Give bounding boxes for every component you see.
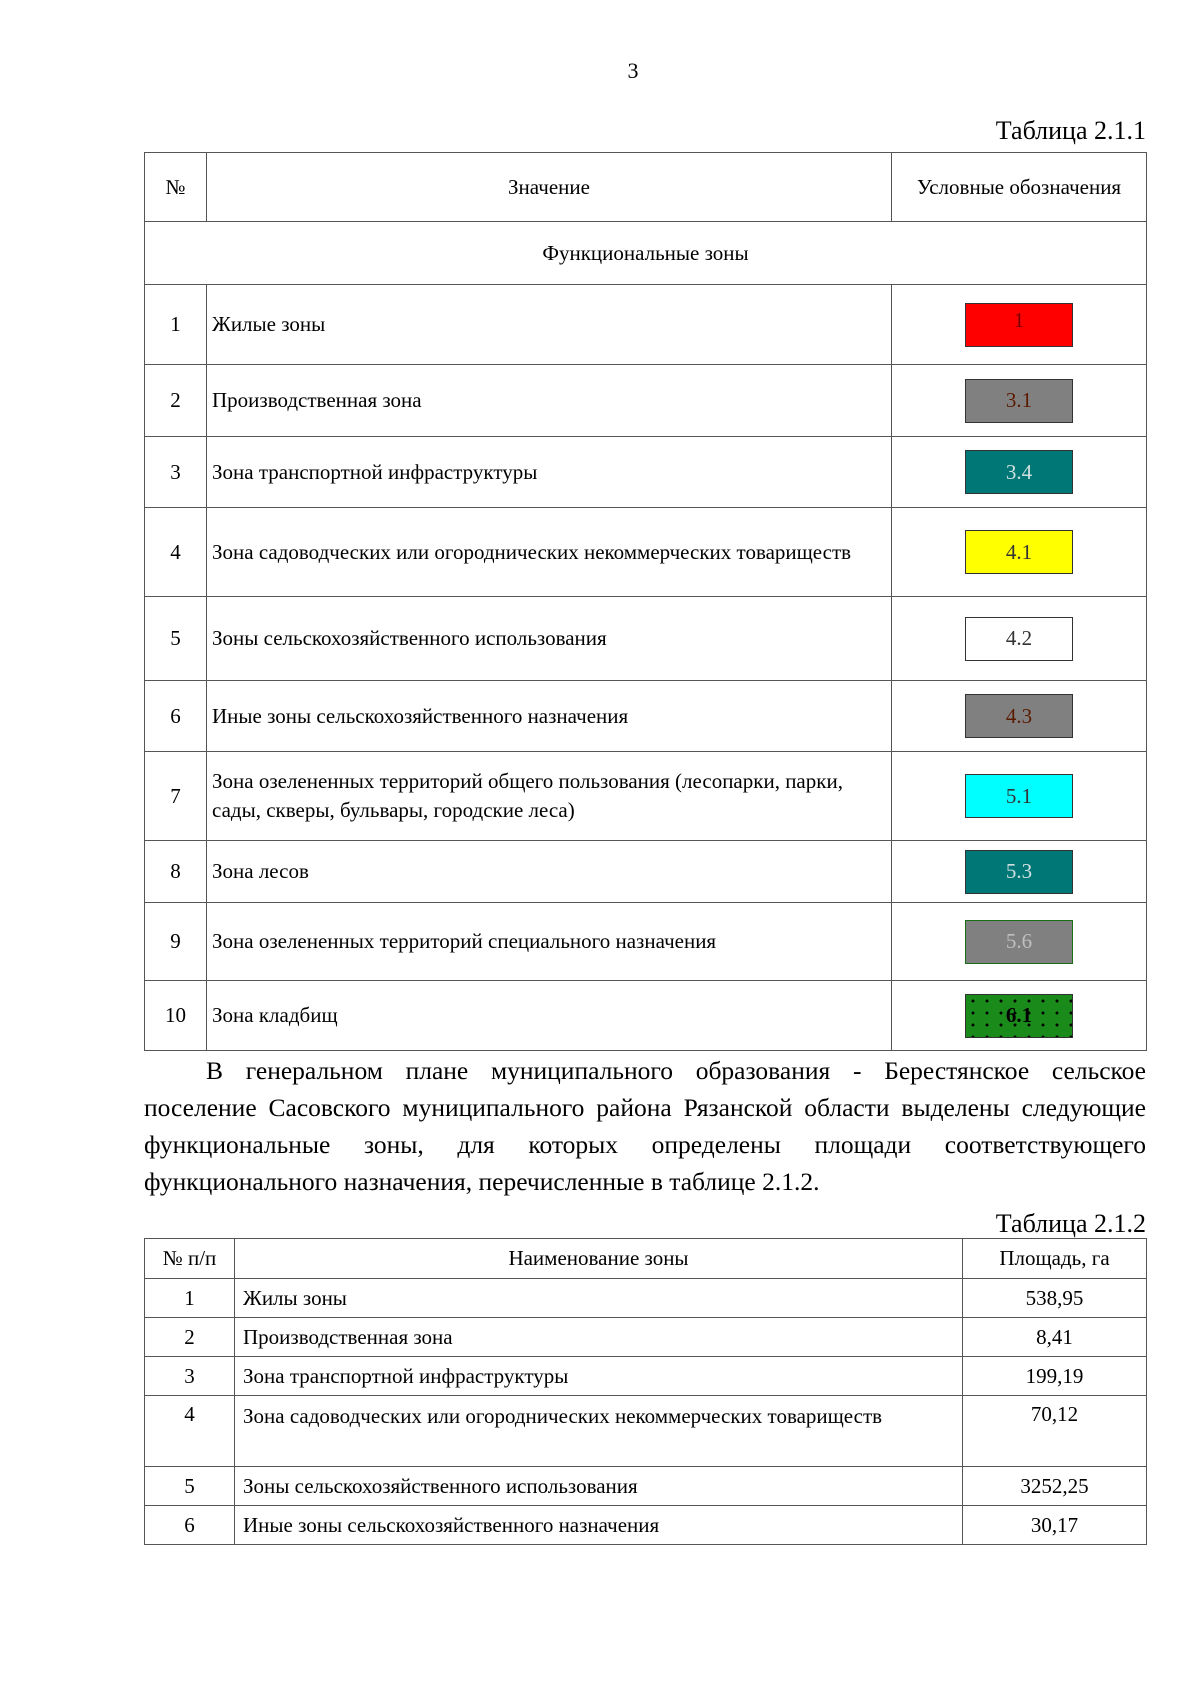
table-row <box>145 508 1147 597</box>
zone-area: 199,19 <box>963 1357 1147 1396</box>
legend-swatch: 6.1 <box>965 994 1073 1038</box>
zone-name: Зона кладбищ <box>207 981 892 1051</box>
row-number: 3 <box>145 1357 235 1396</box>
table1-header-num: № <box>145 153 207 222</box>
zone-name: Жилые зоны <box>207 285 892 365</box>
row-number: 7 <box>145 752 207 841</box>
functional-zones-legend-table <box>144 152 1147 1051</box>
table1-section-row <box>145 222 1147 285</box>
legend-swatch: 4.2 <box>965 617 1073 661</box>
row-number: 1 <box>145 285 207 365</box>
table-row <box>145 365 1147 437</box>
legend-cell <box>892 981 1147 1051</box>
zone-name: Зона озелененных территорий специального назначения <box>207 903 892 981</box>
zone-area: 3252,25 <box>963 1467 1147 1506</box>
table-row <box>145 597 1147 681</box>
legend-swatch: 4.3 <box>965 694 1073 738</box>
table-row <box>145 1396 1147 1467</box>
zone-area: 30,17 <box>963 1506 1147 1545</box>
row-number: 4 <box>145 1396 235 1467</box>
legend-swatch: 4.1 <box>965 530 1073 574</box>
table-row <box>145 1279 1147 1318</box>
zone-name: Зона транспортной инфраструктуры <box>235 1357 963 1396</box>
table-row <box>145 841 1147 903</box>
zone-area: 8,41 <box>963 1318 1147 1357</box>
zone-name: Зоны сельскохозяйственного использования <box>235 1467 963 1506</box>
legend-swatch: 5.6 <box>965 920 1073 964</box>
row-number: 6 <box>145 1506 235 1545</box>
row-number: 3 <box>145 437 207 508</box>
table1-header-row <box>145 153 1147 222</box>
legend-cell <box>892 752 1147 841</box>
zone-name: Зона садоводческих или огороднических некоммерческих товариществ <box>207 508 892 597</box>
table2-header-row <box>145 1239 1147 1279</box>
table1-header-legend: Условные обозначения <box>892 153 1147 222</box>
row-number: 4 <box>145 508 207 597</box>
table-row <box>145 681 1147 752</box>
legend-cell <box>892 681 1147 752</box>
row-number: 5 <box>145 597 207 681</box>
zone-name: Жилы зоны <box>235 1279 963 1318</box>
table1-caption: Таблица 2.1.1 <box>995 116 1146 145</box>
row-number: 8 <box>145 841 207 903</box>
table-row <box>145 981 1147 1051</box>
row-number: 9 <box>145 903 207 981</box>
table-row <box>145 437 1147 508</box>
table-row <box>145 1506 1147 1545</box>
zone-areas-table <box>144 1238 1147 1545</box>
table1-header-meaning: Значение <box>207 153 892 222</box>
zone-name: Иные зоны сельскохозяйственного назначения <box>235 1506 963 1545</box>
table2-header-area: Площадь, га <box>963 1239 1147 1279</box>
legend-swatch: 3.4 <box>965 450 1073 494</box>
row-number: 6 <box>145 681 207 752</box>
table2-caption: Таблица 2.1.2 <box>995 1209 1146 1238</box>
table-row <box>145 1318 1147 1357</box>
zone-name: Зона лесов <box>207 841 892 903</box>
table-row <box>145 903 1147 981</box>
zone-area: 70,12 <box>963 1396 1147 1467</box>
legend-cell <box>892 285 1147 365</box>
legend-swatch: 1 <box>965 303 1073 347</box>
zone-name: Производственная зона <box>235 1318 963 1357</box>
table-row <box>145 752 1147 841</box>
row-number: 1 <box>145 1279 235 1318</box>
table-row <box>145 1357 1147 1396</box>
row-number: 2 <box>145 365 207 437</box>
legend-swatch: 3.1 <box>965 379 1073 423</box>
page-number: 3 <box>627 58 639 83</box>
zone-name: Производственная зона <box>207 365 892 437</box>
zone-name: Зоны сельскохозяйственного использования <box>207 597 892 681</box>
table-row <box>145 285 1147 365</box>
table1-section-title: Функциональные зоны <box>145 222 1147 285</box>
legend-swatch: 5.3 <box>965 850 1073 894</box>
zone-area: 538,95 <box>963 1279 1147 1318</box>
zone-name: Зона транспортной инфраструктуры <box>207 437 892 508</box>
legend-swatch: 5.1 <box>965 774 1073 818</box>
legend-cell <box>892 597 1147 681</box>
table2-header-num: № п/п <box>145 1239 235 1279</box>
legend-cell <box>892 508 1147 597</box>
zone-name: Зона садоводческих или огороднических некоммерческих товариществ <box>235 1396 963 1467</box>
legend-cell <box>892 365 1147 437</box>
row-number: 10 <box>145 981 207 1051</box>
table2-header-name: Наименование зоны <box>235 1239 963 1279</box>
row-number: 2 <box>145 1318 235 1357</box>
legend-cell <box>892 437 1147 508</box>
zone-name: Зона озелененных территорий общего пользования (лесопарки, парки, сады, скверы, бульвары, городские леса) <box>207 752 892 841</box>
legend-cell <box>892 903 1147 981</box>
body-paragraph: В генеральном плане муниципального образования - Берестянское сельское поселение Сасовского муниципального района Рязанской области выделены следующие функциональные зоны, для которых определены площади соответствующего функционального назначения, перечисленные в таблице 2.1.2. <box>144 1056 1146 1196</box>
row-number: 5 <box>145 1467 235 1506</box>
table-row <box>145 1467 1147 1506</box>
legend-cell <box>892 841 1147 903</box>
zone-name: Иные зоны сельскохозяйственного назначения <box>207 681 892 752</box>
